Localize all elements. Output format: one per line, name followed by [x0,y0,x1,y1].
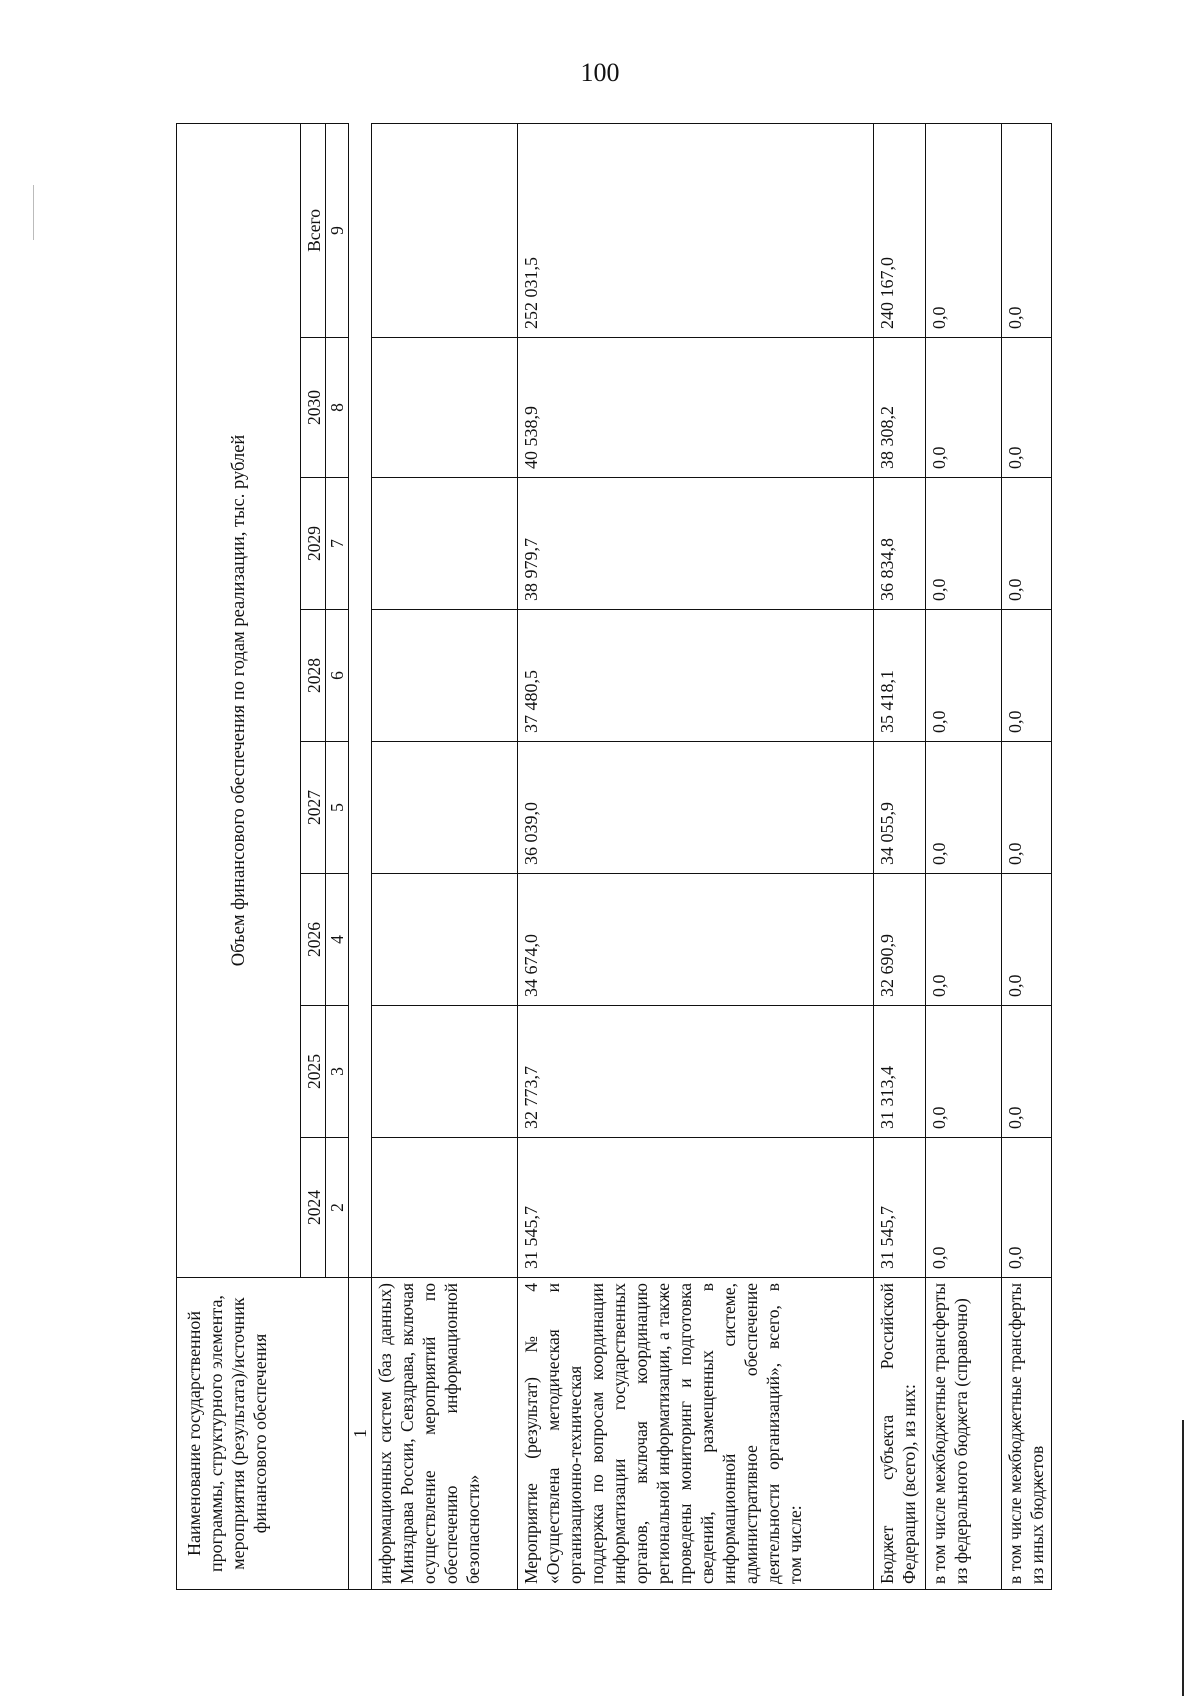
row-value [372,610,518,742]
row-value-total: 240 167,0 [874,123,926,337]
row-value [372,338,518,478]
header-year: 2024 [301,1138,326,1278]
row-value: 37 480,5 [518,610,874,742]
rotated-table-block [176,124,1047,1590]
column-number: 4 [326,874,349,1006]
scan-artifact-edge [1182,1420,1184,1696]
row-value: 38 308,2 [874,338,926,478]
header-year: 2026 [301,874,326,1006]
row-name: Бюджет субъекта Российской Федерации (всего), из них: [874,1278,926,1590]
row-value: 0,0 [926,1006,1002,1138]
row-value: 36 039,0 [518,742,874,874]
header-row-first-col-number [349,123,372,1589]
row-value-total: 0,0 [926,123,1002,337]
row-value: 0,0 [1002,1006,1052,1138]
row-value: 0,0 [1002,742,1052,874]
row-value [372,478,518,610]
row-value: 40 538,9 [518,338,874,478]
row-value: 0,0 [926,478,1002,610]
column-number: 3 [326,1006,349,1138]
row-value: 34 674,0 [518,874,874,1006]
row-value: 0,0 [1002,874,1052,1006]
row-value [372,742,518,874]
row-name: информационных систем (баз данных) Минздрава России, Севздрава, включая осуществление мероприятий по обеспечению информационной безопасности» [372,1278,518,1590]
row-value: 0,0 [926,610,1002,742]
column-number: 8 [326,338,349,478]
scan-artifact-line [33,185,34,240]
row-value: 0,0 [926,1138,1002,1278]
row-value: 38 979,7 [518,478,874,610]
table-row [926,123,1002,1589]
row-name: в том числе межбюджетные трансферты из иных бюджетов [1002,1278,1052,1590]
row-name: Мероприятие (результат) № 4 «Осуществлена методическая и организационно-техническая поддержка по вопросам координации информатизации государственных органов, включая координацию региональной информатизации, а также проведены мониторинг и подготовка сведений, размещенных в информационной системе, административное обеспечение деятельности организаций», всего, в том числе: [518,1278,874,1590]
row-value: 36 834,8 [874,478,926,610]
header-year-total: Всего [301,123,326,337]
column-number: 6 [326,610,349,742]
row-value: 35 418,1 [874,610,926,742]
row-value: 32 773,7 [518,1006,874,1138]
row-value-total: 252 031,5 [518,123,874,337]
row-value: 0,0 [926,742,1002,874]
row-value [372,1006,518,1138]
row-value: 32 690,9 [874,874,926,1006]
header-name-column: Наименование государственной программы, структурного элемента, мероприятия (результата)/источник финансового обеспечения [177,1278,349,1590]
row-value: 0,0 [926,874,1002,1006]
row-value: 0,0 [926,338,1002,478]
row-value-total [372,123,518,337]
row-value: 0,0 [1002,478,1052,610]
row-value: 0,0 [1002,338,1052,478]
column-number: 7 [326,478,349,610]
header-year: 2028 [301,610,326,742]
header-row-title [177,123,301,1589]
row-value [372,874,518,1006]
row-value: 31 313,4 [874,1006,926,1138]
row-value: 31 545,7 [874,1138,926,1278]
column-number: 1 [349,1278,372,1590]
header-year: 2027 [301,742,326,874]
table-row [372,123,518,1589]
header-year: 2030 [301,338,326,478]
header-year: 2029 [301,478,326,610]
header-year: 2025 [301,1006,326,1138]
row-name: в том числе межбюджетные трансферты из федерального бюджета (справочно) [926,1278,1002,1590]
table-row [518,123,874,1589]
row-value: 0,0 [1002,1138,1052,1278]
row-value [372,1138,518,1278]
column-number: 9 [326,123,349,337]
funding-table [176,123,1052,1590]
row-value: 34 055,9 [874,742,926,874]
row-value-total: 0,0 [1002,123,1052,337]
row-value: 31 545,7 [518,1138,874,1278]
table-row [874,123,926,1589]
row-value: 0,0 [1002,610,1052,742]
header-funding-title: Объем финансового обеспечения по годам реализации, тыс. рублей [177,123,301,1277]
header-spacer [349,123,372,1277]
page-number: 100 [580,58,620,87]
column-number: 5 [326,742,349,874]
table-row [1002,123,1052,1589]
column-number: 2 [326,1138,349,1278]
